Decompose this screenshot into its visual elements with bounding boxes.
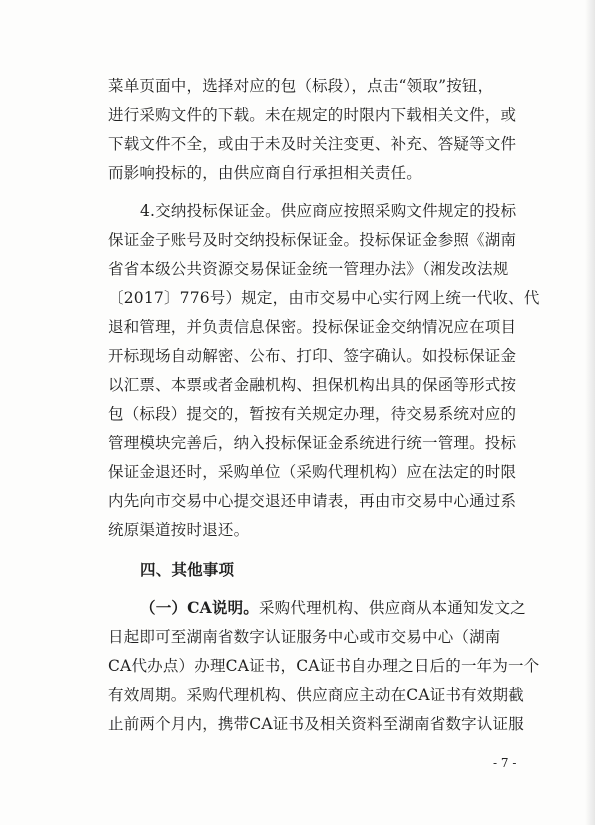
- paragraph-line: [0, 683, 595, 707]
- paragraph-line: [0, 344, 595, 368]
- paragraph-line: [0, 315, 595, 339]
- paragraph-line: [0, 712, 595, 736]
- paragraph-line: [0, 286, 595, 310]
- paragraph-line: [0, 596, 595, 620]
- text-line: 进行采购文件的下载。未在规定的时限内下载相关文件，或: [108, 106, 517, 124]
- paragraph-line: [0, 199, 595, 223]
- text-line: 〔2017〕776号）规定，由市交易中心实行网上统一代收、代: [108, 289, 540, 307]
- paragraph-line: [0, 625, 595, 649]
- text-line: 开标现场自动解密、公布、打印、签字确认。如投标保证金: [108, 347, 517, 365]
- text-line: 退和管理，并负责信息保密。投标保证金交纳情况应在项目: [108, 318, 517, 336]
- text-line: 有效周期。采购代理机构、供应商应主动在CA证书有效期截: [108, 686, 524, 704]
- text-line: 止前两个月内，携带CA证书及相关资料至湖南省数字认证服: [108, 715, 524, 733]
- paragraph-line: [0, 132, 595, 156]
- paragraph-line: [0, 257, 595, 281]
- text-line: 内先向市交易中心提交退还申请表，再由市交易中心通过系: [108, 492, 517, 510]
- paragraph-line: [0, 489, 595, 513]
- text-line: 统原渠道按时退还。: [108, 521, 250, 539]
- text-line: 保证金子账号及时交纳投标保证金。投标保证金参照《湖南: [108, 231, 517, 249]
- paragraph-line: [0, 373, 595, 397]
- text-line: 包（标段）提交的，暂按有关规定办理，待交易系统对应的: [108, 405, 517, 423]
- ca-heading: （一）CA说明。: [140, 598, 259, 617]
- paragraph-line: [0, 518, 595, 542]
- text-line: 采购代理机构、供应商从本通知发文之: [258, 599, 526, 617]
- paragraph-line: [0, 228, 595, 252]
- text-line: 菜单页面中，选择对应的包（标段），点击“领取”按钮，: [108, 77, 494, 95]
- section-heading: 四、其他事项: [140, 560, 235, 579]
- paragraph-line: [0, 74, 595, 98]
- text-line: 省省本级公共资源交易保证金统一管理办法》（湘发改法规: [108, 260, 509, 278]
- paragraph-line: [0, 460, 595, 484]
- text-line: 而影响投标的，由供应商自行承担相关责任。: [108, 164, 423, 182]
- paragraph-line: [0, 103, 595, 127]
- text-line: 4.交纳投标保证金。供应商应按照采购文件规定的投标: [140, 202, 517, 220]
- page-number-row: [0, 753, 595, 773]
- paragraph-line: [0, 161, 595, 185]
- paragraph-line: [0, 654, 595, 678]
- text-line: CA代办点）办理CA证书，CA证书自办理之日后的一年为一个: [108, 657, 540, 675]
- text-line: 下载文件不全，或由于未及时关注变更、补充、答疑等文件: [108, 135, 517, 153]
- section-heading-line: [0, 558, 595, 582]
- page-number: - 7 -: [493, 756, 517, 770]
- paragraph-line: [0, 402, 595, 426]
- text-line: 管理模块完善后，纳入投标保证金系统进行统一管理。投标: [108, 434, 517, 452]
- text-line: 以汇票、本票或者金融机构、担保机构出具的保函等形式按: [108, 376, 517, 394]
- paragraph-line: [0, 431, 595, 455]
- text-line: 日起即可至湖南省数字认证服务中心或市交易中心（湖南: [108, 628, 501, 646]
- text-line: 保证金退还时，采购单位（采购代理机构）应在法定的时限: [108, 463, 517, 481]
